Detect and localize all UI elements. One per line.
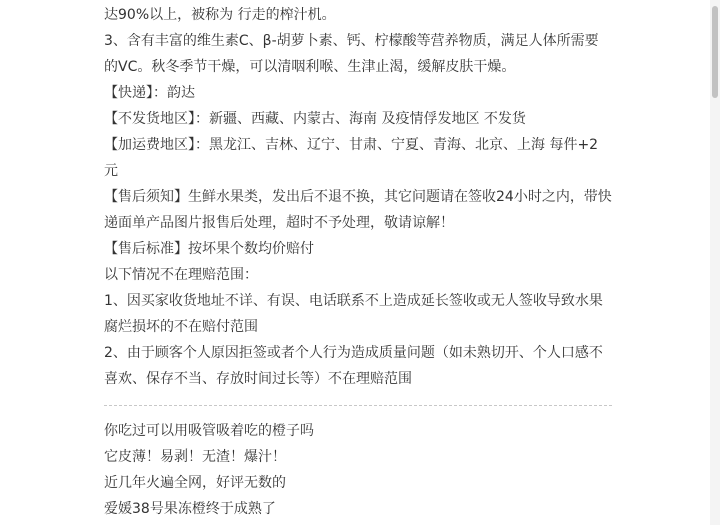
product-description bbox=[104, 2, 624, 522]
description-line: 达90%以上，被称为 行走的榨汁机。 bbox=[104, 7, 336, 23]
promo-line: 近几年火遍全网，好评无数的 bbox=[104, 475, 286, 491]
extra-shipping-regions-line: 【加运费地区】：黑龙江、吉林、辽宁、甘肃、宁夏、青海、北京、上海 每件+2 bbox=[104, 137, 599, 153]
extra-shipping-regions-line-cont: 元 bbox=[104, 163, 118, 179]
exclusion-item-cont: 喜欢、保存不当、存放时间过长等）不在理赔范围 bbox=[104, 371, 412, 387]
description-line: 3、含有丰富的维生素C、β-胡萝卜素、钙、柠檬酸等营养物质，满足人体所需要 bbox=[104, 33, 599, 49]
exclusion-item: 2、由于顾客个人原因拒签或者个人行为造成质量问题（如未熟切开、个人口感不 bbox=[104, 345, 603, 361]
no-delivery-regions-line: 【不发货地区】：新疆、西藏、内蒙古、海南 及疫情俘发地区 不发货 bbox=[104, 111, 526, 127]
courier-line: 【快递】：韵达 bbox=[104, 85, 195, 101]
promo-line: 你吃过可以用吸管吸着吃的橙子吗 bbox=[104, 423, 314, 439]
after-sales-notice-line: 【售后须知】生鲜水果类，发出后不退不换，其它问题请在签收24小时之内，带快 bbox=[104, 189, 612, 205]
promo-line: 爱媛38号果冻橙终于成熟了 bbox=[104, 501, 276, 517]
exclusions-heading: 以下情况不在理赔范围： bbox=[104, 267, 258, 283]
section-divider bbox=[104, 405, 612, 406]
after-sales-standard-line: 【售后标准】按坏果个数均价赔付 bbox=[104, 241, 314, 257]
description-line: 的VC。秋冬季节干燥，可以清咽利喉、生津止渴，缓解皮肤干燥。 bbox=[104, 59, 516, 75]
scrollbar-thumb[interactable] bbox=[712, 6, 718, 98]
exclusion-item: 1、因买家收货地址不详、有误、电话联系不上造成延长签收或无人签收导致水果 bbox=[104, 293, 603, 309]
vertical-scrollbar[interactable] bbox=[710, 0, 720, 525]
exclusion-item-cont: 腐烂损坏的不在赔付范围 bbox=[104, 319, 258, 335]
promo-line: 它皮薄！易剥！无渣！爆汁！ bbox=[104, 449, 286, 465]
after-sales-notice-line-cont: 递面单产品图片报售后处理，超时不予处理，敬请谅解！ bbox=[104, 215, 454, 231]
